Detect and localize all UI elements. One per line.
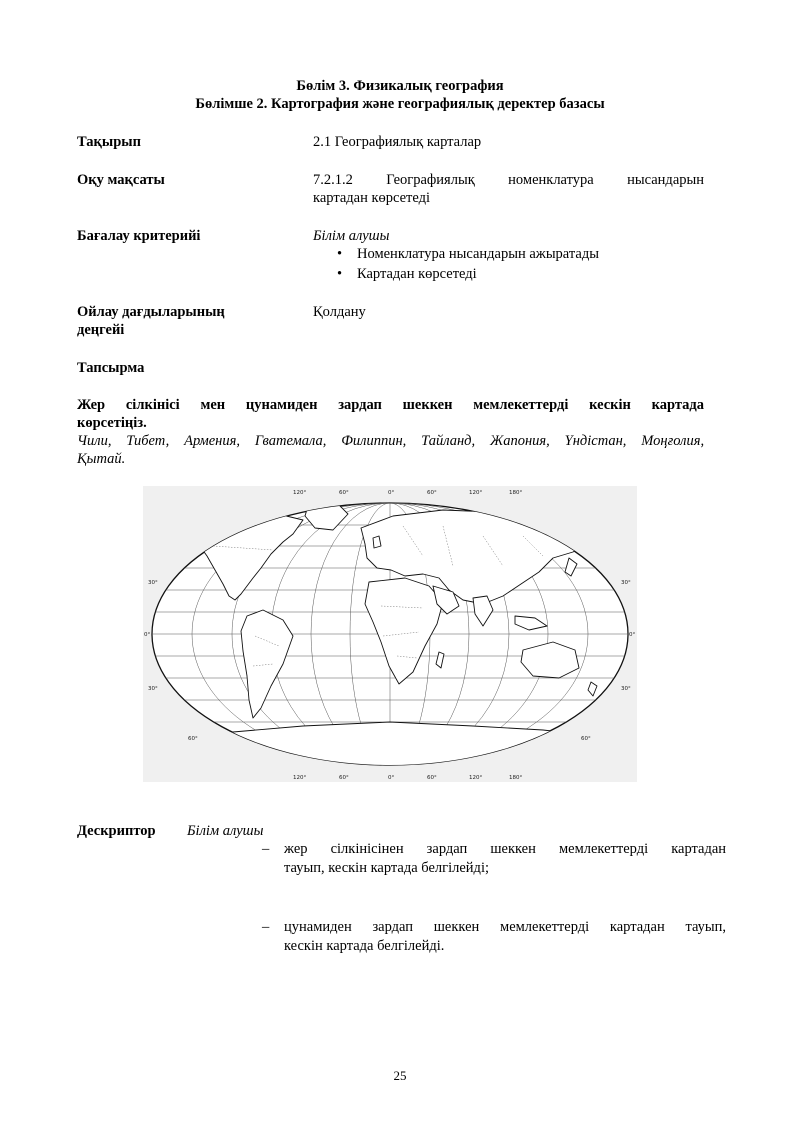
descriptor-item-2 [262, 918, 726, 956]
thinking-label-line1: Ойлау дағдыларының [77, 304, 225, 320]
tick-label: 30° [148, 686, 158, 692]
tick-label: 60° [188, 736, 198, 742]
descriptor-item-1-line2: тауып, кескін картада белгілейді; [284, 860, 489, 876]
topic-label: Тақырып [77, 134, 141, 150]
tick-label: 30° [148, 580, 158, 586]
tick-label: 60° [427, 490, 437, 496]
world-outline-map [143, 486, 637, 782]
descriptor-label: Дескриптор [77, 823, 156, 839]
descriptor-intro: Білім алушы [187, 823, 264, 839]
descriptor-item-2-line2: кескін картада белгілейді. [284, 938, 445, 954]
objective-line1: 7.2.1.2 Географиялық номенклатура нысандарын [313, 172, 705, 188]
tick-label: 60° [339, 775, 349, 781]
subsection-title: Бөлімше 2. Картография және географиялық деректер базасы [195, 96, 605, 112]
criteria-intro: Білім алушы [313, 228, 390, 244]
criteria-list [331, 244, 599, 284]
tick-label: 120° [469, 775, 483, 781]
world-map-icon [143, 486, 637, 782]
thinking-value: Қолдану [313, 304, 366, 320]
descriptor-item-1-line1: жер сілкінісінен зардап шеккен мемлекеттерді картадан [284, 841, 727, 857]
thinking-label-line2: деңгейі [77, 322, 125, 338]
task-instruction-line1: Жер сілкінісі мен цунамиден зардап шеккен мемлекеттерді кескін картада [77, 397, 705, 413]
tick-label: 180° [509, 775, 523, 781]
list-item: • Картадан көрсетеді [331, 264, 599, 284]
list-item: • Номенклатура нысандарын ажыратады [331, 244, 599, 264]
tick-label: 120° [293, 775, 307, 781]
tick-label: 0° [388, 775, 395, 781]
tick-label: 0° [388, 490, 395, 496]
tick-label: 60° [427, 775, 437, 781]
section-title: Бөлім 3. Физикалық география [296, 78, 504, 94]
page-number: 25 [393, 1068, 407, 1083]
tick-label: 60° [339, 490, 349, 496]
tick-label: 30° [621, 580, 631, 586]
criteria-label: Бағалау критерийі [77, 228, 201, 244]
tick-label: 180° [509, 490, 523, 496]
objective-label: Оқу мақсаты [77, 172, 165, 188]
dash-marker: – [262, 919, 270, 935]
objective-line2: картадан көрсетеді [313, 190, 431, 206]
descriptor-item-2-line1: цунамиден зардап шеккен мемлекеттерді картадан тауып, [284, 919, 727, 935]
descriptor-item-1 [262, 840, 726, 878]
tick-label: 60° [581, 736, 591, 742]
task-heading: Тапсырма [77, 360, 145, 376]
tick-label: 120° [469, 490, 483, 496]
tick-label: 30° [621, 686, 631, 692]
countries-line2: Қытай. [77, 451, 126, 467]
task-instruction-line2: көрсетіңіз. [77, 415, 147, 431]
topic-value: 2.1 Географиялық карталар [313, 134, 482, 150]
tick-label: 0° [629, 632, 636, 638]
tick-label: 0° [144, 632, 151, 638]
countries-line1: Чили, Тибет, Армения, Гватемала, Филиппин, Тайланд, Жапония, Үндістан, Моңғолия, [77, 433, 705, 449]
dash-marker: – [262, 841, 270, 857]
tick-label: 120° [293, 490, 307, 496]
